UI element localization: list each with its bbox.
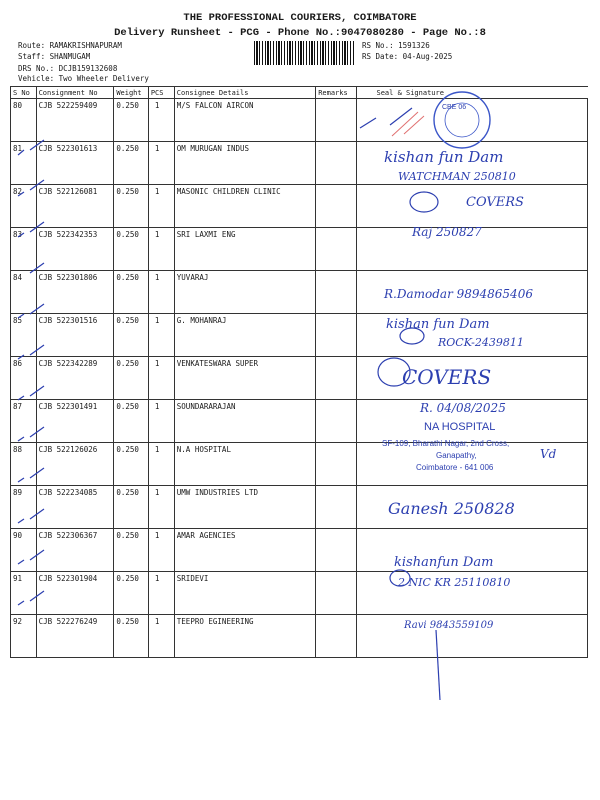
signature-84: R.Damodar 9894865406 (384, 287, 533, 301)
row-pcs: 1 (148, 271, 174, 314)
row-seal-signature (356, 400, 588, 443)
rs-number: RS No.: 1591326 (362, 41, 430, 50)
row-weight: 0.250 (114, 572, 148, 615)
row-seal-signature (356, 228, 588, 271)
row-sno: 88 (11, 443, 37, 486)
row-weight: 0.250 (114, 314, 148, 357)
row-consignment-no: CJB 522342289 (36, 357, 114, 400)
header-sno: S No (11, 87, 37, 99)
row-sno: 84 (11, 271, 37, 314)
row-remarks (316, 443, 356, 486)
table-row (11, 400, 588, 443)
row-remarks (316, 271, 356, 314)
row-consignment-no: CJB 522306367 (36, 529, 114, 572)
signature-85-note: ROCK-2439811 (438, 336, 524, 349)
row-seal-signature (356, 99, 588, 142)
stamp-line-3: Ganapathy, (436, 451, 477, 460)
row-seal-signature (356, 443, 588, 486)
row-weight: 0.250 (114, 99, 148, 142)
signature-88: Vd (540, 447, 557, 461)
row-consignee: OM MURUGAN INDUS (174, 142, 315, 185)
signature-81-note: WATCHMAN 250810 (398, 170, 516, 183)
signature-86: COVERS (402, 365, 492, 389)
table-row (11, 142, 588, 185)
row-seal-signature (356, 357, 588, 400)
row-consignment-no: CJB 522126081 (36, 185, 114, 228)
row-remarks (316, 185, 356, 228)
row-consignment-no: CJB 522301806 (36, 271, 114, 314)
row-remarks (316, 142, 356, 185)
row-seal-signature (356, 529, 588, 572)
signature-91: kishanfun Dam (394, 555, 494, 570)
row-consignee: VENKATESWARA SUPER (174, 357, 315, 400)
row-consignee: YUVARAJ (174, 271, 315, 314)
row-consignee: SRI LAXMI ENG (174, 228, 315, 271)
stamp-line-4: Coimbatore - 641 006 (416, 463, 494, 472)
row-weight: 0.250 (114, 400, 148, 443)
row-consignment-no: CJB 522301516 (36, 314, 114, 357)
row-pcs: 1 (148, 529, 174, 572)
row-consignee: SRIDEVI (174, 572, 315, 615)
row-sno: 80 (11, 99, 37, 142)
row-sno: 86 (11, 357, 37, 400)
row-remarks (316, 400, 356, 443)
row-pcs: 1 (148, 99, 174, 142)
row-sno: 92 (11, 615, 37, 658)
row-pcs: 1 (148, 185, 174, 228)
table-row (11, 486, 588, 529)
signature-92: Ravi 9843559109 (404, 620, 494, 631)
row-consignment-no: CJB 522301904 (36, 572, 114, 615)
row-sno: 82 (11, 185, 37, 228)
row-sno: 81 (11, 142, 37, 185)
signature-90: Ganesh 250828 (388, 499, 515, 518)
row-consignee: M/S FALCON AIRCON (174, 99, 315, 142)
runsheet-table (10, 86, 588, 658)
row-weight: 0.250 (114, 486, 148, 529)
row-remarks (316, 615, 356, 658)
row-consignee: TEEPRO EGINEERING (174, 615, 315, 658)
row-consignee: UMW INDUSTRIES LTD (174, 486, 315, 529)
row-seal-signature (356, 314, 588, 357)
row-weight: 0.250 (114, 142, 148, 185)
row-seal-signature (356, 185, 588, 228)
row-weight: 0.250 (114, 443, 148, 486)
header-remarks: Remarks (316, 87, 356, 99)
table-row (11, 615, 588, 658)
barcode-image (254, 41, 354, 65)
row-remarks (316, 486, 356, 529)
table-row (11, 357, 588, 400)
table-row (11, 228, 588, 271)
table-row (11, 185, 588, 228)
runsheet-subtitle: Delivery Runsheet - PCG - Phone No.:9047080280 - Page No.:8 (114, 27, 486, 39)
seal-text: CBE 06 (442, 104, 467, 111)
vehicle-label: Vehicle: Two Wheeler Delivery (18, 74, 149, 83)
row-sno: 91 (11, 572, 37, 615)
row-remarks (316, 529, 356, 572)
drs-label: DRS No.: DCJB159132608 (18, 64, 118, 73)
table-row (11, 99, 588, 142)
page-title: THE PROFESSIONAL COURIERS, COIMBATORE (183, 12, 417, 24)
signature-83: Raj 250827 (412, 225, 482, 239)
row-pcs: 1 (148, 142, 174, 185)
row-weight: 0.250 (114, 357, 148, 400)
row-pcs: 1 (148, 615, 174, 658)
header-weight: Weight (114, 87, 148, 99)
row-consignee: AMAR AGENCIES (174, 529, 315, 572)
row-pcs: 1 (148, 486, 174, 529)
header-seal-signature: Seal & Signature (356, 87, 588, 99)
row-seal-signature (356, 142, 588, 185)
table-row (11, 271, 588, 314)
table-row (11, 572, 588, 615)
row-remarks (316, 572, 356, 615)
row-seal-signature (356, 271, 588, 314)
row-remarks (316, 99, 356, 142)
row-consignment-no: CJB 522259409 (36, 99, 114, 142)
signature-91-note: 2 NIC KR 25110810 (398, 576, 511, 589)
row-pcs: 1 (148, 400, 174, 443)
stamp-line-2: SF-109, Bharathi Nagar, 2nd Cross, (382, 439, 510, 448)
row-pcs: 1 (148, 443, 174, 486)
row-consignee: SOUNDARARAJAN (174, 400, 315, 443)
row-pcs: 1 (148, 572, 174, 615)
row-sno: 90 (11, 529, 37, 572)
signature-87: R. 04/08/2025 (420, 401, 506, 415)
row-seal-signature (356, 486, 588, 529)
row-sno: 83 (11, 228, 37, 271)
row-consignee: N.A HOSPITAL (174, 443, 315, 486)
row-consignment-no: CJB 522301613 (36, 142, 114, 185)
row-sno: 85 (11, 314, 37, 357)
table-row (11, 314, 588, 357)
header-consignee: Consignee Details (174, 87, 315, 99)
row-remarks (316, 228, 356, 271)
row-weight: 0.250 (114, 271, 148, 314)
row-weight: 0.250 (114, 529, 148, 572)
row-pcs: 1 (148, 314, 174, 357)
row-pcs: 1 (148, 228, 174, 271)
rs-date: RS Date: 04-Aug-2025 (362, 52, 453, 61)
route-label: Route: RAMAKRISHNAPURAM (18, 41, 122, 50)
row-seal-signature (356, 572, 588, 615)
signature-81: kishan fun Dam (384, 148, 504, 166)
table-row (11, 529, 588, 572)
row-consignment-no: CJB 522276249 (36, 615, 114, 658)
row-consignment-no: CJB 522342353 (36, 228, 114, 271)
row-consignment-no: CJB 522301491 (36, 400, 114, 443)
table-header-row (11, 87, 588, 99)
row-consignee: G. MOHANRAJ (174, 314, 315, 357)
row-remarks (316, 357, 356, 400)
table-row (11, 443, 588, 486)
signature-85: kishan fun Dam (386, 317, 490, 332)
row-seal-signature (356, 615, 588, 658)
row-pcs: 1 (148, 357, 174, 400)
staff-label: Staff: SHANMUGAM (18, 52, 91, 61)
row-weight: 0.250 (114, 615, 148, 658)
row-sno: 87 (11, 400, 37, 443)
signature-82: COVERS (466, 195, 524, 210)
row-weight: 0.250 (114, 228, 148, 271)
header-pcs: PCS (148, 87, 174, 99)
row-consignee: MASONIC CHILDREN CLINIC (174, 185, 315, 228)
row-consignment-no: CJB 522126026 (36, 443, 114, 486)
header-consignment: Consignment No (36, 87, 114, 99)
row-sno: 89 (11, 486, 37, 529)
stamp-line-1: NA HOSPITAL (424, 421, 496, 433)
row-remarks (316, 314, 356, 357)
row-weight: 0.250 (114, 185, 148, 228)
row-consignment-no: CJB 522234085 (36, 486, 114, 529)
